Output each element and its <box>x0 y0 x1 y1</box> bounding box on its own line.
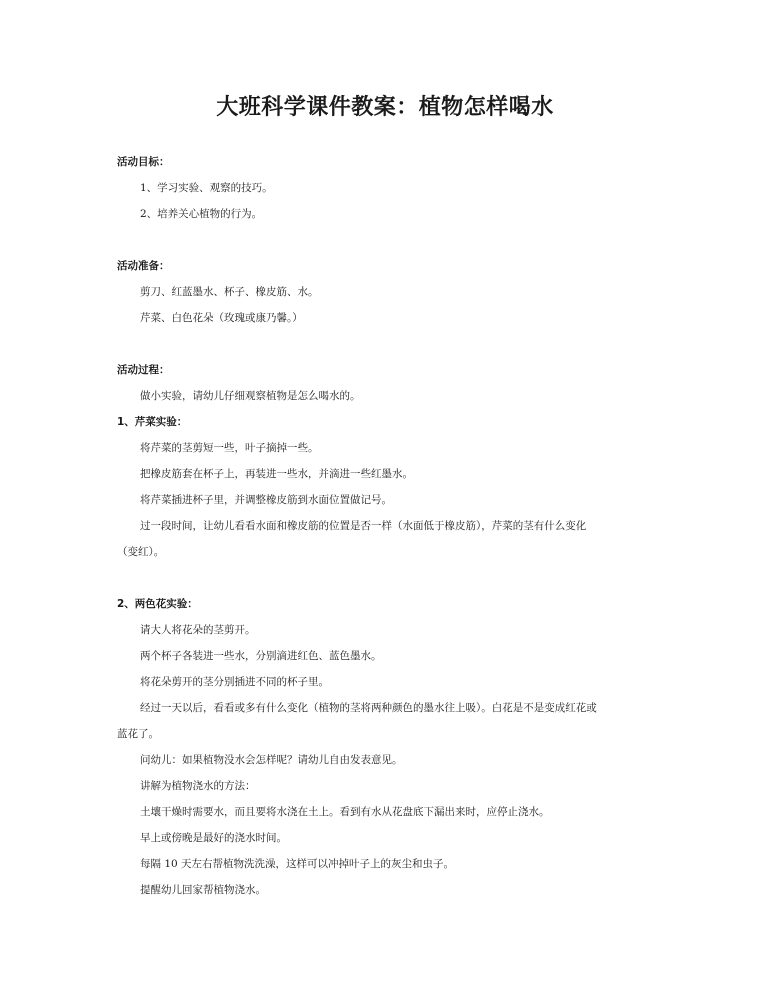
goal-item: 1、学习实验、观察的技巧。 <box>140 182 273 194</box>
experiment2-line: 蓝花了。 <box>117 728 159 740</box>
experiment2-line: 问幼儿：如果植物没水会怎样呢？请幼儿自由发表意见。 <box>140 754 403 766</box>
experiment2-line: 请大人将花朵的茎剪开。 <box>140 624 256 636</box>
experiment1-line: 将芹菜插进杯子里，并调整橡皮筋到水面位置做记号。 <box>140 494 392 506</box>
document-title: 大班科学课件教案：植物怎样喝水 <box>216 95 554 120</box>
preparation-item: 剪刀、红蓝墨水、杯子、橡皮筋、水。 <box>140 286 319 298</box>
goal-item: 2、培养关心植物的行为。 <box>140 208 263 220</box>
experiment1-line: 过一段时间，让幼儿看看水面和橡皮筋的位置是否一样（水面低于橡皮筋），芹菜的茎有什么变化 <box>140 520 587 532</box>
preparation-heading: 活动准备： <box>117 260 170 272</box>
experiment2-line: 经过一天以后，看看或多有什么变化（植物的茎将两种颜色的墨水往上吸）。白花是不是变成红花或 <box>140 702 597 714</box>
experiment1-line: （变红）。 <box>117 546 165 558</box>
experiment2-line: 将花朵剪开的茎分别插进不同的杯子里。 <box>140 676 329 688</box>
process-intro: 做小实验，请幼儿仔细观察植物是怎么喝水的。 <box>140 390 361 402</box>
experiment1-line: 把橡皮筋套在杯子上，再装进一些水，并滴进一些红墨水。 <box>140 468 413 480</box>
experiment2-line: 早上或傍晚是最好的浇水时间。 <box>140 832 287 844</box>
preparation-item: 芹菜、白色花朵（玫瑰或康乃馨。） <box>140 312 303 324</box>
experiment2-line: 土壤干燥时需要水，而且要将水浇在土上。看到有水从花盘底下漏出来时，应停止浇水。 <box>140 806 550 818</box>
experiment2-line: 提醒幼儿回家帮植物浇水。 <box>140 884 266 896</box>
goals-heading: 活动目标： <box>117 156 170 168</box>
experiment2-line: 每隔 10 天左右帮植物洗洗澡，这样可以冲掉叶子上的灰尘和虫子。 <box>140 858 455 870</box>
experiment2-line: 讲解为植物浇水的方法： <box>140 780 256 792</box>
experiment2-line: 两个杯子各装进一些水，分别滴进红色、蓝色墨水。 <box>140 650 382 662</box>
experiment1-line: 将芹菜的茎剪短一些，叶子摘掉一些。 <box>140 442 319 454</box>
process-heading: 活动过程： <box>117 364 170 376</box>
experiment1-heading: 1、芹菜实验： <box>117 416 188 428</box>
experiment2-heading: 2、两色花实验： <box>117 598 198 610</box>
